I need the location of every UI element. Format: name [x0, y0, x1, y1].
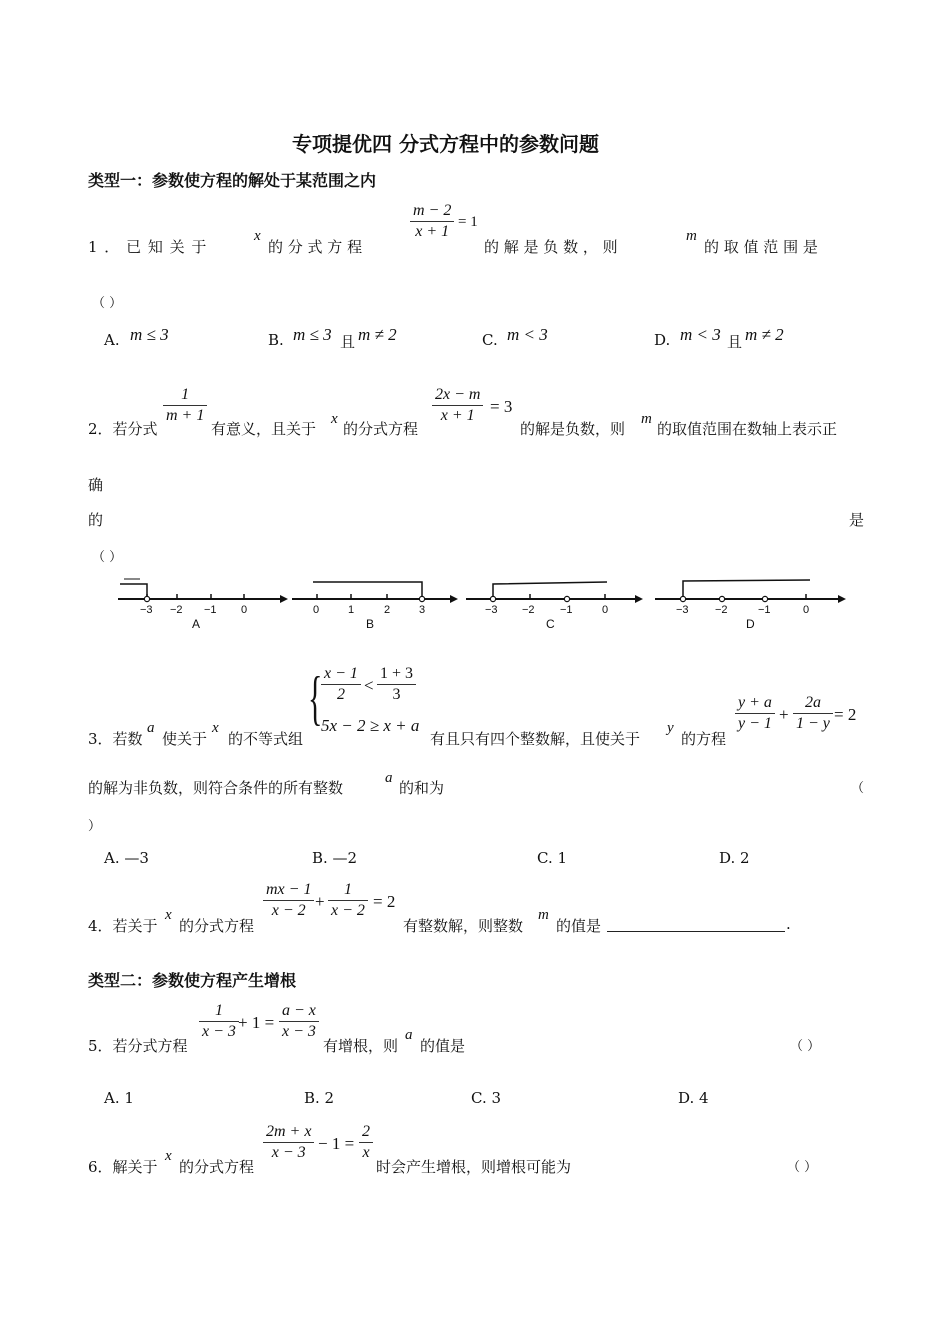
q5-text-1: 5．若分式方程 — [88, 1037, 188, 1055]
q5-option-c: C. 3 — [471, 1089, 502, 1107]
q2-text-5: 的取值范围在数轴上表示正 — [657, 420, 838, 438]
q5-var-a: a — [405, 1027, 413, 1043]
numberline-a-tick-1: −2 — [170, 604, 183, 616]
q2-text-8: 是 — [849, 511, 865, 529]
q4-fraction-1 — [263, 881, 314, 920]
page-title: 专项提优四 分式方程中的参数问题 — [292, 132, 599, 156]
numberline-c-label: C — [546, 617, 555, 631]
q1-option-b-and: 且 — [340, 333, 356, 351]
q6-fraction-2 — [359, 1123, 373, 1162]
numberline-d — [655, 580, 846, 631]
q3-system-brace: { — [308, 665, 323, 731]
q1-frac-den: x + 1 — [415, 223, 450, 240]
q3-text-6: 的解为非负数，则符合条件的所有整数 — [88, 779, 344, 797]
q1-option-c-label: C. — [482, 331, 498, 349]
q1-option-d-expr2: m ≠ 2 — [745, 325, 784, 344]
numberline-a-tick-3: 0 — [241, 604, 248, 616]
q3-ineq1-op: < — [364, 676, 374, 695]
q5-text-3: 的值是 — [420, 1037, 466, 1055]
q3-text-4: 有且只有四个整数解，且使关于 — [430, 730, 641, 748]
q5-option-d: D. 4 — [678, 1089, 709, 1107]
q6-fraction-1 — [263, 1123, 314, 1162]
numberline-c-tick-2: −1 — [560, 604, 573, 616]
q3-ineq2: 5x − 2 ≥ x + a — [321, 716, 420, 735]
numberline-d-label: D — [746, 617, 755, 631]
q3-var-y: y — [667, 720, 674, 736]
q3-e-plus: + — [779, 705, 789, 724]
q4-rhs: = 2 — [373, 892, 396, 911]
q2-number-lines-figure — [110, 568, 860, 638]
q1-option-d-and: 且 — [727, 333, 743, 351]
q5-option-a: A. 1 — [104, 1089, 134, 1107]
q3-paren-close: ） — [88, 819, 102, 834]
q1-text-3: 的 解 是 负 数 ， 则 — [484, 238, 618, 256]
q3-e-f2-den: 1 − y — [796, 715, 830, 732]
q4-text-3: 有整数解，则整数 — [403, 917, 524, 935]
q1-option-b-expr2: m ≠ 2 — [358, 325, 397, 344]
q6-var-x: x — [165, 1148, 172, 1164]
q1-option-a-label: A. — [104, 331, 120, 349]
q4-f2-num: 1 — [328, 881, 368, 901]
q1-option-c-expr: m < 3 — [507, 325, 548, 344]
q4-var-x: x — [165, 907, 172, 923]
q3-text-5: 的方程 — [681, 730, 727, 748]
q2-fraction-1 — [163, 386, 207, 425]
q4-f1-den: x − 2 — [271, 902, 306, 919]
q1-option-a-expr: m ≤ 3 — [130, 325, 169, 344]
q3-var-x: x — [212, 720, 219, 736]
q4-plus: + — [315, 892, 325, 911]
q1-text-2: 的 分 式 方 程 — [268, 238, 363, 256]
q6-text-3: 时会产生增根，则增根可能为 — [376, 1158, 572, 1176]
q2-text-7: 的 — [88, 511, 104, 529]
q2-text-4: 的解是负数，则 — [520, 420, 626, 438]
numberline-b — [292, 582, 458, 631]
q3-eq-fraction-2 — [793, 694, 833, 733]
q3-ineq1-rden: 3 — [392, 686, 401, 703]
q1-text-1: 1 ． 已 知 关 于 — [88, 238, 208, 256]
q6-f1-den: x − 3 — [271, 1144, 306, 1161]
numberline-c-tick-3: 0 — [602, 604, 609, 616]
numberline-b-tick-2: 2 — [384, 604, 391, 616]
q1-var-x: x — [254, 228, 261, 244]
q2-var-x: x — [331, 411, 338, 427]
q3-paren-open: （ — [851, 781, 865, 796]
q2-var-m: m — [641, 411, 652, 427]
q3-e-f2-num: 2a — [793, 694, 833, 714]
q2-f2-rhs: = 3 — [490, 397, 513, 416]
q3-text-1: 3．若数 — [88, 730, 143, 748]
q3-text-2: 使关于 — [162, 730, 208, 748]
q4-answer-blank[interactable] — [607, 917, 785, 932]
q4-text-1: 4．若关于 — [88, 917, 158, 935]
q1-option-d-label: D. — [654, 331, 671, 349]
q1-option-b-expr1: m ≤ 3 — [293, 325, 332, 344]
q2-text-1: 2．若分式 — [88, 420, 158, 438]
q3-option-c: C. 1 — [537, 849, 568, 867]
q4-f2-den: x − 2 — [331, 902, 365, 919]
q3-ineq1-left — [321, 665, 361, 704]
q3-text-7: 的和为 — [399, 779, 445, 797]
q3-e-f1-den: y − 1 — [738, 715, 772, 732]
q2-f2-den: x + 1 — [440, 407, 475, 424]
numberline-b-tick-0: 0 — [313, 604, 320, 616]
numberline-b-label: B — [366, 617, 375, 631]
q5-text-2: 有增根，则 — [323, 1037, 399, 1055]
q3-var-a: a — [147, 720, 155, 736]
numberline-a-tick-2: −1 — [204, 604, 217, 616]
numberline-a — [118, 579, 288, 631]
q5-fraction-2 — [279, 1002, 319, 1041]
q4-f1-num: mx − 1 — [263, 881, 314, 901]
q3-ineq1-rnum: 1 + 3 — [377, 665, 416, 685]
q3-option-b: B. —2 — [312, 849, 358, 867]
numberline-d-tick-0: −3 — [676, 604, 689, 616]
q3-option-a: A. —3 — [104, 849, 149, 867]
q6-answer-paren: （ ） — [787, 1160, 818, 1175]
q5-option-b: B. 2 — [304, 1089, 335, 1107]
q2-answer-paren: （ ） — [92, 550, 123, 565]
q3-ineq1-lnum: x − 1 — [321, 665, 361, 685]
numberline-b-tick-3: 3 — [419, 604, 426, 616]
numberline-a-label: A — [192, 617, 201, 631]
numberline-c — [466, 582, 643, 631]
q3-var-a2: a — [385, 770, 393, 786]
numberline-c-tick-0: −3 — [485, 604, 498, 616]
q5-f2-den: x − 3 — [282, 1023, 316, 1040]
q2-f1-num: 1 — [163, 386, 207, 406]
q1-var-m: m — [686, 228, 697, 244]
q4-text-2: 的分式方程 — [179, 917, 255, 935]
q5-mid: + 1 = — [238, 1013, 275, 1032]
q1-eq-rhs: = 1 — [458, 214, 478, 230]
q5-answer-paren: （ ） — [790, 1039, 821, 1054]
q4-text-4: 的值是 — [556, 917, 602, 935]
q6-f1-num: 2m + x — [263, 1123, 314, 1143]
q1-option-b-label: B. — [268, 331, 284, 349]
q4-fraction-2 — [328, 881, 368, 920]
q2-fraction-2 — [432, 386, 483, 425]
q5-f2-num: a − x — [279, 1002, 319, 1022]
q6-f2-den: x — [362, 1144, 370, 1161]
q2-text-6: 确 — [88, 476, 104, 494]
q3-ineq1-lden: 2 — [336, 686, 345, 703]
q6-text-2: 的分式方程 — [179, 1158, 255, 1176]
q3-e-rhs: = 2 — [834, 705, 857, 724]
numberline-d-tick-3: 0 — [803, 604, 810, 616]
section-heading-type1: 类型一：参数使方程的解处于某范围之内 — [88, 171, 377, 190]
q2-text-3: 的分式方程 — [343, 420, 419, 438]
q3-eq-fraction-1 — [735, 694, 775, 733]
q3-ineq1-right — [377, 665, 416, 704]
q1-text-4: 的 取 值 范 围 是 — [704, 238, 818, 256]
q3-text-3: 的不等式组 — [228, 730, 304, 748]
numberline-d-tick-1: −2 — [715, 604, 728, 616]
q5-fraction-1 — [199, 1002, 239, 1041]
q1-fraction — [410, 202, 454, 241]
q5-f1-num: 1 — [199, 1002, 239, 1022]
q3-e-f1-num: y + a — [735, 694, 775, 714]
q6-text-1: 6．解关于 — [88, 1158, 158, 1176]
q6-f2-num: 2 — [359, 1123, 373, 1143]
q5-f1-den: x − 3 — [202, 1023, 236, 1040]
numberline-d-tick-2: −1 — [758, 604, 771, 616]
q4-var-m: m — [538, 907, 549, 923]
section-heading-type2: 类型二：参数使方程产生增根 — [88, 971, 297, 990]
numberline-b-tick-1: 1 — [348, 604, 355, 616]
q1-answer-paren: （ ） — [92, 296, 123, 311]
q2-f1-den: m + 1 — [166, 407, 205, 424]
q4-end: . — [786, 915, 791, 933]
q1-option-d-expr1: m < 3 — [680, 325, 721, 344]
q6-mid: − 1 = — [318, 1134, 355, 1153]
numberline-a-tick-0: −3 — [140, 604, 153, 616]
q3-option-d: D. 2 — [719, 849, 750, 867]
q2-text-2: 有意义，且关于 — [211, 420, 317, 438]
q2-f2-num: 2x − m — [432, 386, 483, 406]
numberline-c-tick-1: −2 — [522, 604, 535, 616]
q1-frac-num: m − 2 — [410, 202, 454, 222]
